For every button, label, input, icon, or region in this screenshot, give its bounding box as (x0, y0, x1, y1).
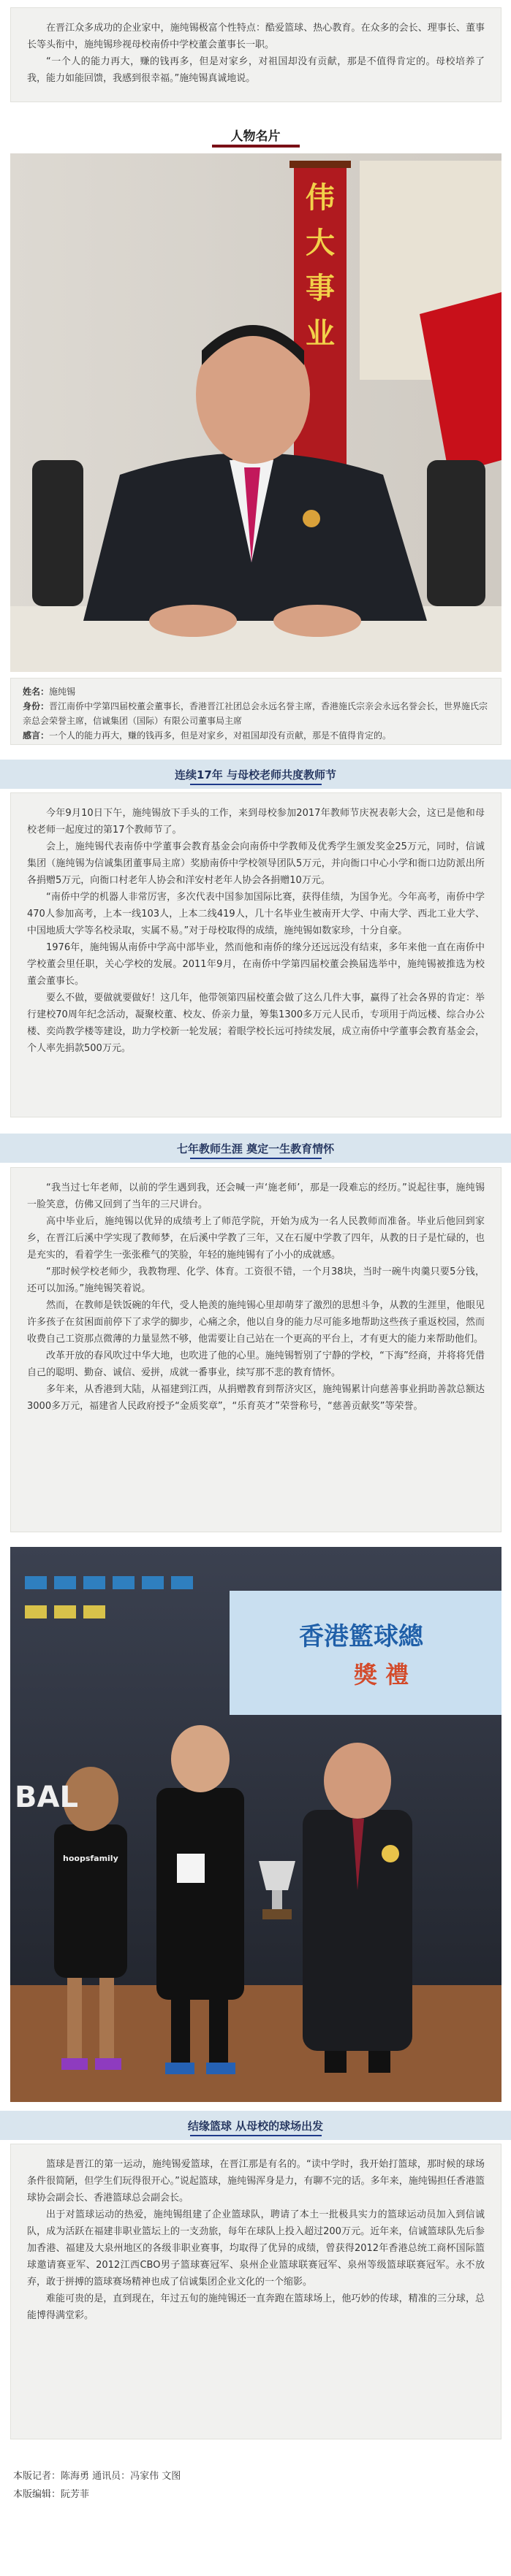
section2-paragraph: 高中毕业后，施纯锡以优异的成绩考上了师范学院，开始为成为一名人民教师而准备。毕业后他回到家乡，在晋江后溪中学实现了教师梦，在后溪中学教了三年，又在石厦中学教了四年，从教的日子是忙碌的，也是充实的，看着学生一张张稚气的笑脸，年轻的施纯锡有了小小的成就感。 (27, 1216, 485, 1261)
section3-title: 结缘篮球 从母校的球场出发 (187, 2120, 324, 2133)
section1-paragraph: 会上，施纯锡代表南侨中学董事会教育基金会向南侨中学教师及优秀学生颁发奖金25万元，同时，信诚集团（施纯锡为信诚集团董事局主席）奖励南侨中学校领导团队5万元，并向衙口中心小学和衙口边防派出所各捐赠5万元，向衙口村老年人协会和洋安村老年人协会各捐赠10万元。 (27, 841, 485, 886)
section2-body (10, 1167, 501, 1532)
profile-title-underline (212, 145, 300, 148)
event-banner-text: 香港籃球總 (299, 1622, 423, 1651)
section2-paragraph: 多年来，从香港到大陆，从福建到江西，从捐赠教育到帮济灾区，施纯锡累计向慈善事业捐助善款总额达3000多万元，福建省人民政府授予“金质奖章”，“乐育英才”荣誉称号，“慈善贡献奖”等荣誉。 (27, 1384, 485, 1412)
reporter-credits: 本版记者：陈海勇 通讯员：冯家伟 文图 (13, 2471, 181, 2482)
section3-paragraph: 难能可贵的是，直到现在，年过五旬的施纯锡还一直奔跑在篮球场上，他巧妙的传球，精准的三分球，总能博得满堂彩。 (27, 2293, 485, 2321)
section3-paragraph: 出于对篮球运动的热爱，施纯锡组建了企业篮球队，聘请了本土一批极具实力的篮球运动员加入到信诚队，成为活跃在福建非职业篮坛上的一支劲旅，每年在球队上投入超过200万元。近年来，信诚篮球队先后参加香港、福建及大泉州地区的各级非职业赛事，均取得了优异的成绩，曾获得2012年香港总统工商杯国际篮球邀请赛亚军、2012江西CBO男子篮球赛冠军、泉州企业篮球联赛冠军、泉州等级篮球联赛冠军。永不放弃，敢于拼搏的篮球赛场精神也成了信诚集团企业文化的一个缩影。 (27, 2209, 485, 2288)
section2-paragraph: “那时候学校老师少，我教物理、化学、体育。工资很不错，一个月38块，当时一碗牛肉羹只要5分钱，还可以加汤。”施纯锡笑着说。 (27, 1266, 485, 1294)
event-banner (230, 1591, 501, 1715)
intro-paragraph: 在晋江众多成功的企业家中，施纯锡极富个性特点：酷爱篮球、热心教育。在众多的会长、理事长、董事长等头衔中，施纯锡珍视母校南侨中学校董会董事长一职。 (27, 23, 485, 50)
profile-identity-row (23, 699, 489, 728)
profile-name: 施纯锡 (49, 687, 76, 697)
section3-paragraph: 篮球是晋江的第一运动，施纯锡爱篮球，在晋江那是有名的。“读中学时，我开始打篮球，那时候的球场条件很简陋，但学生们玩得很开心。”说起篮球，施纯锡浑身是力，有聊不完的话。多年来，施纯锡担任香港篮球协会副会长、香港篮球总会副会长。 (27, 2159, 485, 2204)
identity-label: 身份： (23, 701, 50, 711)
basketball-award-photo (10, 1547, 501, 2102)
section1-title-underline (190, 784, 322, 785)
editor-credits: 本版编辑：阮芳菲 (13, 2489, 90, 2500)
profile-caption-box (10, 678, 501, 745)
backdrop-letters: BAL (15, 1781, 78, 1814)
profile-motto: 一个人的能力再大，赚的钱再多，但是对家乡，对祖国却没有贡献，那是不值得肯定的。 (49, 730, 392, 741)
section1-paragraph: 1976年，施纯锡从南侨中学高中部毕业，然而他和南侨的缘分还远远没有结束，多年来他一直在南侨中学校董会里任职，关心学校的发展。2011年9月，在南侨中学第四届校董会换届选举中，施纯锡被推选为校董会董事长。 (27, 942, 485, 987)
section3-title-underline (190, 2135, 322, 2136)
section2-title-underline (190, 1158, 322, 1159)
banner-char: 事 (306, 271, 335, 305)
banner-char: 伟 (306, 180, 335, 215)
award-illustration (10, 1547, 501, 2102)
name-label: 姓名： (23, 687, 50, 697)
profile-motto-row (23, 728, 489, 743)
portrait-illustration (10, 153, 501, 672)
intro-paragraph: “一个人的能力再大，赚的钱再多，但是对家乡，对祖国却没有贡献，那是不值得肯定的。母校培养了我，能力如能回馈，我感到很幸福。”施纯锡真诚地说。 (27, 56, 485, 84)
section2-paragraph: 改革开放的春风吹过中华大地，也吹进了他的心里。施纯锡暂别了宁静的学校，“下海”经商，并将将凭借自己的聪明、勤奋、诚信、爱拼，成就一番事业，续写那不悲的教育情怀。 (27, 1350, 485, 1378)
section2-paragraph: 然而，在教师是铁饭碗的年代，受人艳羡的施纯锡心里却萌芽了激烈的思想斗争，从教的生涯里，他眼见许多孩子在贫困面前停下了求学的脚步，心痛之余，他以自身的能力尽可能多地帮助这些孩子重返校园，然而收费自己工资那点微薄的力量显然不够，他需要让自己站在一个更高的平台上，才有更大的能力来帮助他们。 (27, 1300, 485, 1345)
intro-box (10, 7, 501, 102)
section1-title: 连续17年 与母校老师共度教师节 (174, 768, 337, 781)
section1-body (10, 792, 501, 1117)
profile-name-row (23, 684, 489, 699)
section2-title: 七年教师生涯 奠定一生教育情怀 (176, 1142, 335, 1155)
profile-identity: 晋江南侨中学第四届校董会董事长，香港晋江社团总会永远名誉主席，香港施氏宗亲会永远名誉会长，世界施氏宗亲总会荣誉主席，信诚集团（国际）有限公司董事局主席 (23, 701, 488, 726)
profile-title: 人物名片 (230, 129, 281, 144)
portrait-photo (10, 153, 501, 672)
section1-paragraph: 要么不做，要做就要做好！这几年，他带领第四届校董会做了这么几件大事，赢得了社会各界的肯定：举行建校70周年纪念活动，凝聚校董、校友、侨亲力量，筹集1300多万元人民币，专项用于尚远楼、综合办公楼、奕尚教学楼等建设，助力学校新一轮发展；着眼学校长远可持续发展，成立南侨中学董事会教育基金会，个人率先捐款500万元。 (27, 993, 485, 1054)
banner-char: 业 (306, 316, 335, 351)
motto-label: 感言： (23, 730, 50, 741)
event-banner-subtext: 獎 禮 (354, 1661, 409, 1689)
shirt-logo-text: hoopsfamily (63, 1854, 118, 1863)
section3-body (10, 2144, 501, 2439)
section1-paragraph: 今年9月10日下午，施纯锡放下手头的工作，来到母校参加2017年教师节庆祝表彰大会，这已是他和母校老师一起度过的第17个教师节了。 (27, 808, 485, 836)
banner-characters (303, 175, 338, 356)
banner-char: 大 (306, 226, 335, 260)
section1-paragraph: “南侨中学的机器人非常厉害，多次代表中国参加国际比赛，获得佳绩，为国争光。今年高考，南侨中学470人参加高考，上本一线103人，上本二线419人，几十名毕业生被南开大学、中南大学、西北工业大学、中国地质大学等名校录取，实属不易。”对于母校取得的成绩，施纯锡如数家珍，十分自豪。 (27, 892, 485, 936)
section2-paragraph: “我当过七年老师，以前的学生遇到我，还会喊一声‘施老师’，那是一段难忘的经历。”说起往事，施纯锡一脸笑意，仿佛又回到了当年的三尺讲台。 (27, 1182, 485, 1210)
